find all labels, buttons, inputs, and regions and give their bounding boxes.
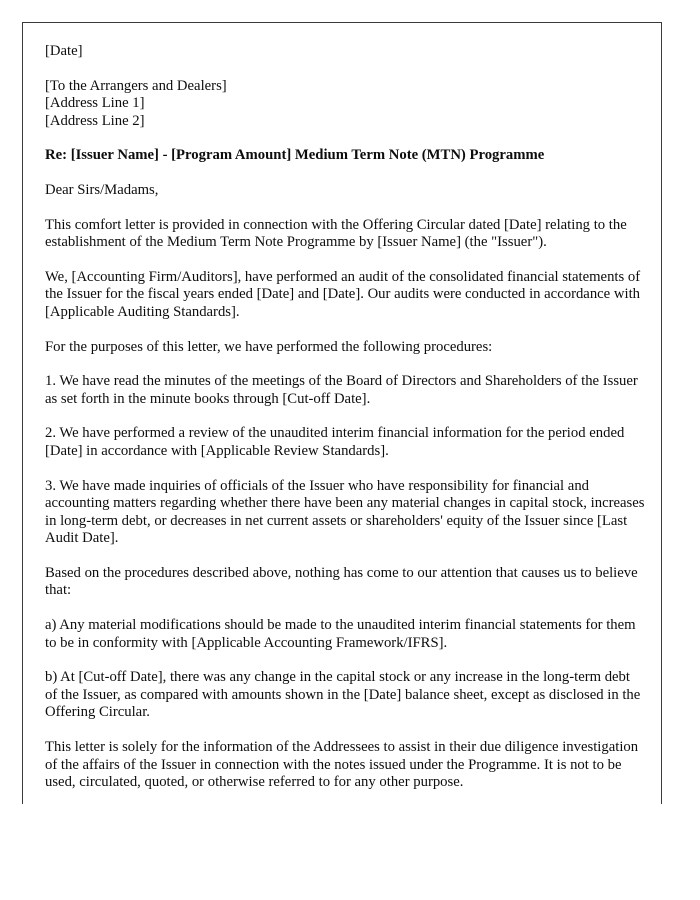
paragraph-conclusion-intro: Based on the procedures described above, nothing has come to our attention that causes us to believe that: xyxy=(45,564,638,599)
document-page xyxy=(22,22,662,804)
procedure-item-1: 1. We have read the minutes of the meetings of the Board of Directors and Shareholders of the Issuer as set forth in the minute books through [Cut-off Date]. xyxy=(45,373,638,407)
addressee-line-2: [Address Line 1] xyxy=(45,95,145,112)
paragraph-intro: This comfort letter is provided in connection with the Offering Circular dated [Date] relating to the establishment of the Medium Term Note Programme by [Issuer Name] (the "Issuer"). xyxy=(45,216,627,251)
addressee-line-3: [Address Line 2] xyxy=(45,112,145,129)
addressee-block xyxy=(45,78,645,131)
conclusion-item-a: a) Any material modifications should be made to the unaudited interim financial statements for them to be in conformity with [Applicable Accounting Framework/IFRS]. xyxy=(45,617,636,651)
paragraph-use-restriction: This letter is solely for the information of the Addressees to assist in their due diligence investigation of the affairs of the Issuer in connection with the notes issued under the Programme. It is not to be used, circulated, quoted, or otherwise referred to for any other purpose. xyxy=(45,739,639,791)
conclusion-item-b: b) At [Cut-off Date], there was any change in the capital stock or any increase in the long-term debt of the Issuer, as compared with amounts shown in the [Date] balance sheet, except as disclosed in the Offering Circular. xyxy=(45,669,641,721)
salutation: Dear Sirs/Madams, xyxy=(45,181,159,198)
subject-line: Re: [Issuer Name] - [Program Amount] Medium Term Note (MTN) Programme xyxy=(45,147,545,164)
letter-body xyxy=(45,43,645,792)
addressee-line-1: [To the Arrangers and Dealers] xyxy=(45,77,227,94)
procedure-item-2: 2. We have performed a review of the unaudited interim financial information for the period ended [Date] in accordance with [Applicable Review Standards]. xyxy=(45,425,625,459)
letter-date: [Date] xyxy=(45,43,83,59)
procedure-item-3: 3. We have made inquiries of officials of the Issuer who have responsibility for financial and accounting matters regarding whether there have been any material changes in capital stock, increases in long-term debt, or decreases in net current assets or shareholders' equity of the Issuer since [Last Audit Date]. xyxy=(45,477,645,547)
paragraph-procedures-intro: For the purposes of this letter, we have performed the following procedures: xyxy=(45,338,493,355)
paragraph-audit-scope: We, [Accounting Firm/Auditors], have performed an audit of the consolidated financial statements of the Issuer for the fiscal years ended [Date] and [Date]. Our audits were conducted in accordance with [Applicable Auditing Standards]. xyxy=(45,268,641,320)
